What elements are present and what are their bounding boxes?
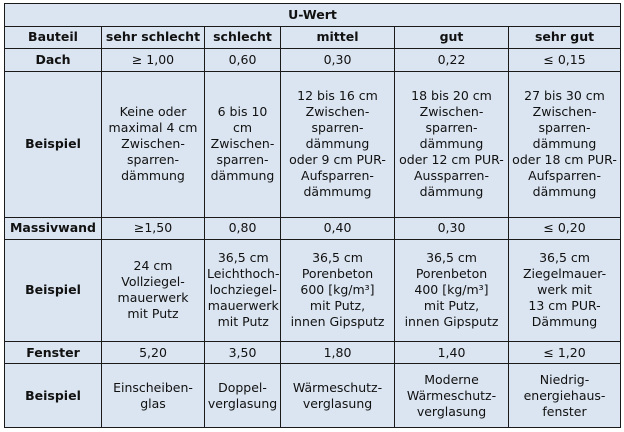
table-cell: ≤ 1,20: [509, 341, 621, 364]
cell-text: 6 bis 10 cm Zwischen- sparren- dämmung: [210, 104, 275, 184]
table-cell: [395, 364, 509, 428]
table-row: [5, 364, 621, 428]
row-label: Beispiel: [5, 71, 102, 217]
table-cell: [102, 71, 205, 217]
row-label: Beispiel: [5, 240, 102, 341]
column-header: gut: [395, 26, 509, 49]
cell-text: 12 bis 16 cm Zwischen- sparren- dämmung oder 9 cm PUR- Aufsparren- dämmumg: [289, 88, 386, 200]
table-cell: 0,40: [281, 217, 395, 240]
table-cell: [395, 71, 509, 217]
row-label: Fenster: [5, 341, 102, 364]
table-row: [5, 341, 621, 364]
table-cell: [281, 364, 395, 428]
u-wert-table: [4, 3, 621, 428]
cell-text: Doppel- verglasung: [207, 379, 278, 411]
cell-text: Moderne Wärmeschutz- verglasung: [406, 371, 497, 419]
row-label: Dach: [5, 49, 102, 72]
column-header: mittel: [281, 26, 395, 49]
column-header: Bauteil: [5, 26, 102, 49]
table-cell: [102, 364, 205, 428]
cell-text: 27 bis 30 cm Zwischen- sparren- dämmung oder 18 cm PUR- Aufsparren- dämmung: [512, 88, 617, 200]
cell-text: Niedrig- energiehaus- fenster: [523, 371, 606, 419]
table-cell: 0,80: [205, 217, 281, 240]
table-row: [5, 49, 621, 72]
table-cell: [281, 240, 395, 341]
table-row: [5, 240, 621, 341]
table-cell: 0,30: [395, 217, 509, 240]
table-cell: 1,40: [395, 341, 509, 364]
table-cell: ≥ 1,00: [102, 49, 205, 72]
cell-text: 36,5 cm Ziegelmauer- werk mit 13 cm PUR- Dämmung: [522, 250, 607, 330]
table-cell: 5,20: [102, 341, 205, 364]
table-cell: [509, 240, 621, 341]
title-row: [5, 4, 621, 27]
table-cell: [102, 240, 205, 341]
cell-text: Wärmeschutz- verglasung: [292, 379, 383, 411]
cell-text: 18 bis 20 cm Zwischen- sparren- dämmung oder 12 cm PUR- Aussparren- dämmung: [399, 88, 504, 200]
table-cell: 1,80: [281, 341, 395, 364]
table-cell: 0,60: [205, 49, 281, 72]
cell-text: 36,5 cm Porenbeton 400 [kg/m³] mit Putz, innen Gipsputz: [404, 250, 499, 330]
u-wert-table-wrapper: [4, 3, 620, 428]
row-label: Beispiel: [5, 364, 102, 428]
table-cell: ≤ 0,20: [509, 217, 621, 240]
table-cell: 0,30: [281, 49, 395, 72]
column-header: sehr schlecht: [102, 26, 205, 49]
table-cell: [509, 364, 621, 428]
column-header: schlecht: [205, 26, 281, 49]
table-cell: 0,22: [395, 49, 509, 72]
table-cell: ≤ 0,15: [509, 49, 621, 72]
table-cell: [205, 240, 281, 341]
table-cell: [205, 71, 281, 217]
column-header: sehr gut: [509, 26, 621, 49]
table-cell: ≥1,50: [102, 217, 205, 240]
table-row: [5, 71, 621, 217]
table-cell: 3,50: [205, 341, 281, 364]
table-row: [5, 217, 621, 240]
table-title: U-Wert: [5, 4, 621, 27]
table-cell: [281, 71, 395, 217]
cell-text: 36,5 cm Porenbeton 600 [kg/m³] mit Putz, innen Gipsputz: [290, 250, 385, 330]
table-cell: [509, 71, 621, 217]
table-cell: [205, 364, 281, 428]
header-row: [5, 26, 621, 49]
cell-text: 36,5 cm Leichthoch- lochziegel- mauerwerk mit Putz: [207, 250, 280, 330]
cell-text: Keine oder maximal 4 cm Zwischen- sparren- dämmung: [108, 104, 198, 184]
row-label: Massivwand: [5, 217, 102, 240]
cell-text: 24 cm Vollziegel- mauerwerk mit Putz: [117, 258, 189, 322]
cell-text: Einscheiben- glas: [113, 379, 193, 411]
table-cell: [395, 240, 509, 341]
